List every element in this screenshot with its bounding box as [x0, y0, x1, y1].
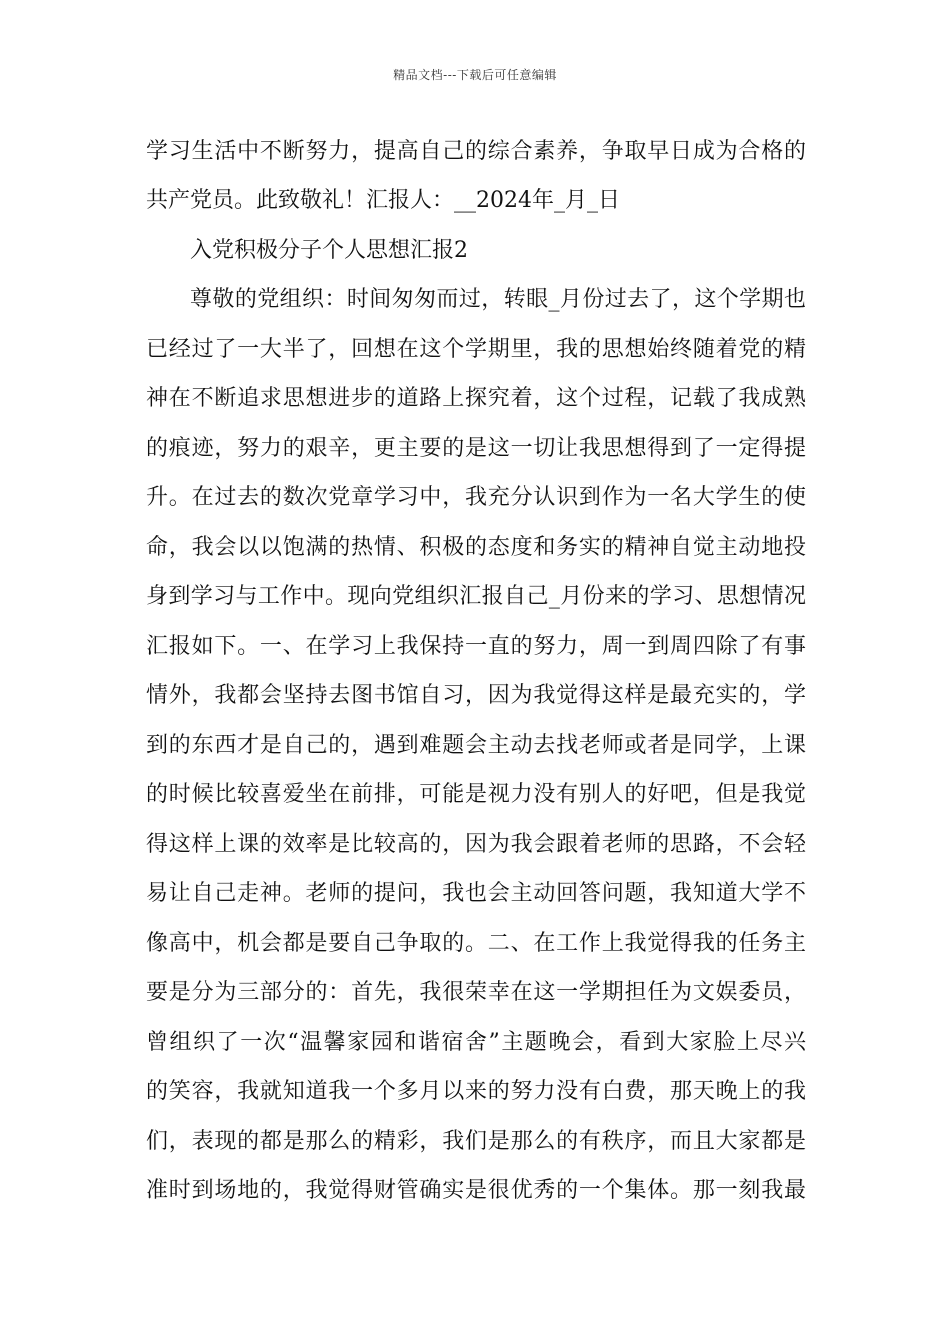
body-line-5: 已经过了一大半了，回想在这个学期里，我的思想始终随着党的精: [146, 337, 806, 362]
body-line-8: 升。在过去的数次党章学习中，我充分认识到作为一名大学生的使: [146, 485, 806, 510]
body-line-6: 神在不断追求思想进步的道路上探究着，这个过程，记载了我成熟: [146, 386, 806, 411]
section-title: 入党积极分子个人思想汇报2: [190, 238, 468, 263]
body-line-15: 得这样上课的效率是比较高的，因为我会跟着老师的思路，不会轻: [146, 832, 806, 857]
body-line-12: 情外，我都会坚持去图书馆自习，因为我觉得这样是最充实的，学: [146, 683, 806, 708]
body-line-13: 到的东西才是自己的，遇到难题会主动去找老师或者是同学，上课: [146, 733, 806, 758]
body-line-22: 准时到场地的，我觉得财管确实是很优秀的一个集体。那一刻我最: [146, 1178, 806, 1203]
body-line-16: 易让自己走神。老师的提问，我也会主动回答问题，我知道大学不: [146, 881, 806, 906]
body-line-9: 命，我会以以饱满的热情、积极的态度和务实的精神自觉主动地投: [146, 535, 806, 560]
page-header: 精品文档---下载后可任意编辑: [393, 68, 557, 82]
body-line-18: 要是分为三部分的：首先，我很荣幸在这一学期担任为文娱委员，: [146, 980, 806, 1005]
body-line-10: 身到学习与工作中。现向党组织汇报自己_月份来的学习、思想情况: [146, 584, 806, 609]
body-line-14: 的时候比较喜爱坐在前排，可能是视力没有别人的好吧，但是我觉: [146, 782, 806, 807]
body-line-19: 曾组织了一次“温馨家园和谐宿舍”主题晚会，看到大家脸上尽兴: [146, 1030, 806, 1055]
body-line-7: 的痕迹，努力的艰辛，更主要的是这一切让我思想得到了一定得提: [146, 436, 806, 461]
body-line-4: 尊敬的党组织：时间匆匆而过，转眼_月份过去了，这个学期也: [190, 287, 806, 312]
body-line-17: 像高中，机会都是要自己争取的。二、在工作上我觉得我的任务主: [146, 931, 806, 956]
body-line-1: 学习生活中不断努力，提高自己的综合素养，争取早日成为合格的: [146, 139, 806, 164]
body-line-2: 共产党员。此致敬礼！汇报人：__2024年_月_日: [146, 188, 620, 213]
body-line-11: 汇报如下。一、在学习上我保持一直的努力，周一到周四除了有事: [146, 634, 806, 659]
body-line-20: 的笑容，我就知道我一个多月以来的努力没有白费，那天晚上的我: [146, 1079, 806, 1104]
body-line-21: 们，表现的都是那么的精彩，我们是那么的有秩序，而且大家都是: [146, 1129, 806, 1154]
